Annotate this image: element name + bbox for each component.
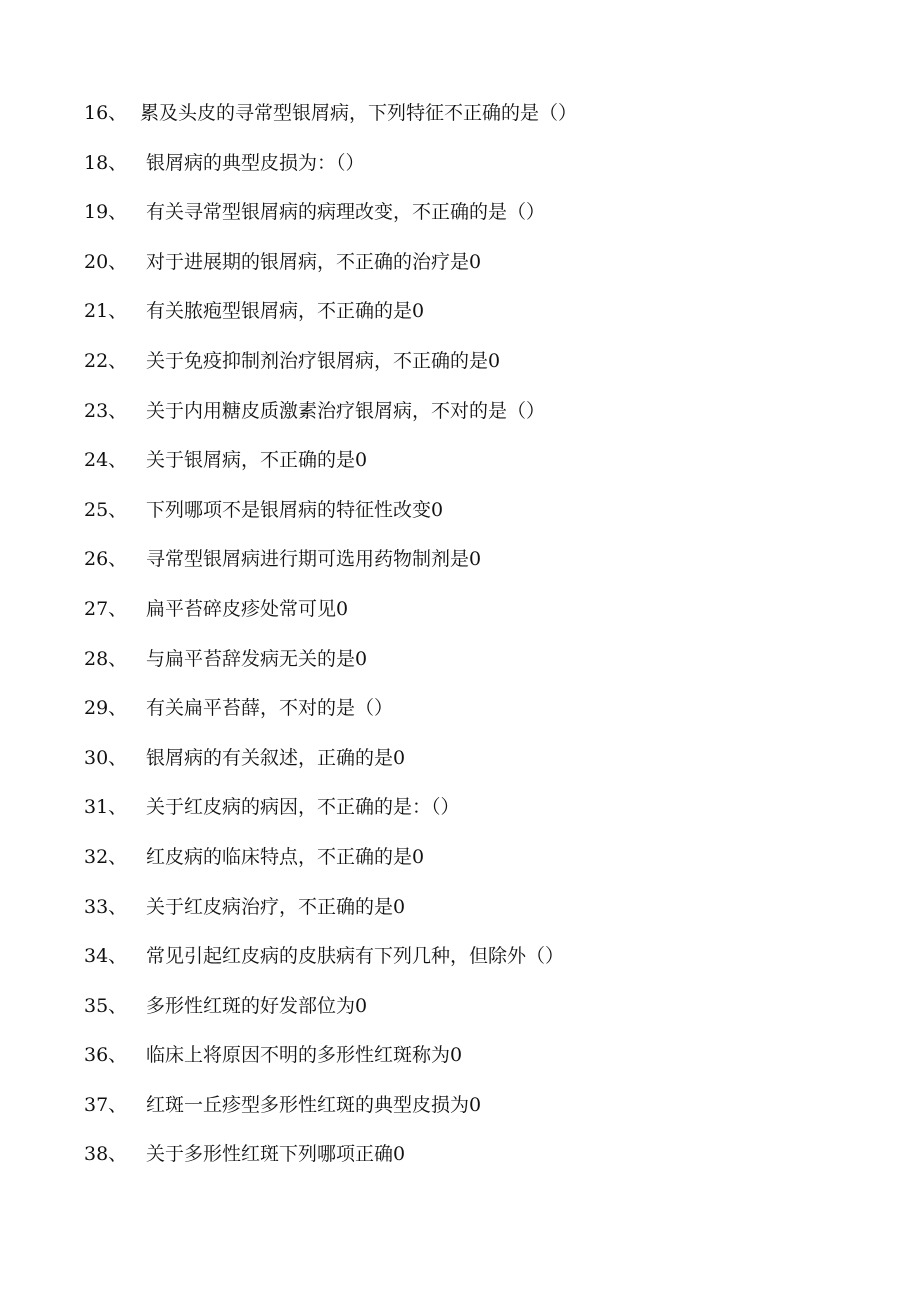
question-number: 37、 — [84, 1093, 128, 1116]
question-item — [84, 542, 884, 592]
question-item — [84, 96, 884, 146]
question-item — [84, 840, 884, 890]
question-number: 34、 — [84, 945, 128, 968]
question-list — [84, 96, 884, 1187]
question-text: 累及头皮的寻常型银屑病，下列特征不正确的是（） — [140, 102, 578, 124]
question-item — [84, 642, 884, 692]
question-text: 扁平苔碎皮疹处常可见0 — [146, 597, 349, 620]
question-text: 关于红皮病治疗，不正确的是0 — [146, 895, 406, 918]
question-number: 24、 — [84, 449, 128, 472]
question-number: 26、 — [84, 548, 128, 571]
question-number: 19、 — [84, 201, 128, 224]
question-number: 23、 — [84, 399, 128, 422]
question-number: 30、 — [84, 746, 128, 769]
question-number: 33、 — [84, 895, 128, 918]
question-text: 有关寻常型银屑病的病理改变，不正确的是（） — [146, 201, 546, 224]
question-item — [84, 1038, 884, 1088]
question-text: 关于免疫抑制剂治疗银屑病，不正确的是0 — [146, 349, 501, 372]
question-item — [84, 195, 884, 245]
question-text: 对于进展期的银屑病，不正确的治疗是0 — [146, 250, 482, 273]
question-text: 关于内用糖皮质激素治疗银屑病，不对的是（） — [146, 399, 546, 422]
question-item — [84, 1088, 884, 1138]
question-item — [84, 493, 884, 543]
question-item — [84, 790, 884, 840]
question-text: 银屑病的有关叙述，正确的是0 — [146, 746, 406, 769]
question-number: 22、 — [84, 349, 128, 372]
question-item — [84, 741, 884, 791]
question-text: 有关扁平苔薛，不对的是（） — [146, 697, 394, 720]
question-number: 32、 — [84, 845, 128, 868]
question-text: 常见引起红皮病的皮肤病有下列几种，但除外（） — [146, 945, 565, 968]
question-item — [84, 691, 884, 741]
question-text: 有关脓疱型银屑病，不正确的是0 — [146, 300, 425, 323]
question-text: 寻常型银屑病进行期可选用药物制剂是0 — [146, 548, 482, 571]
question-text: 银屑病的典型皮损为：（） — [146, 151, 365, 174]
question-number: 20、 — [84, 250, 128, 273]
question-number: 25、 — [84, 498, 128, 521]
question-text: 关于多形性红斑下列哪项正确0 — [146, 1143, 406, 1166]
question-item — [84, 989, 884, 1039]
question-number: 35、 — [84, 994, 128, 1017]
question-number: 18、 — [84, 151, 128, 174]
question-number: 36、 — [84, 1044, 128, 1067]
question-item — [84, 245, 884, 295]
question-item — [84, 890, 884, 940]
question-item — [84, 443, 884, 493]
question-item — [84, 1137, 884, 1187]
question-text: 与扁平苔辞发病无关的是0 — [146, 647, 368, 670]
question-item — [84, 344, 884, 394]
question-text: 下列哪项不是银屑病的特征性改变0 — [146, 498, 444, 521]
question-text: 红斑一丘疹型多形性红斑的典型皮损为0 — [146, 1093, 482, 1116]
question-text: 多形性红斑的好发部位为0 — [146, 994, 368, 1017]
question-item — [84, 592, 884, 642]
question-number: 29、 — [84, 697, 128, 720]
question-number: 38、 — [84, 1143, 128, 1166]
question-number: 21、 — [84, 300, 128, 323]
question-number: 27、 — [84, 597, 128, 620]
question-item — [84, 294, 884, 344]
question-number: 16、 — [84, 102, 128, 124]
question-number: 28、 — [84, 647, 128, 670]
question-text: 关于红皮病的病因，不正确的是：（） — [146, 796, 460, 819]
question-text: 临床上将原因不明的多形性红斑称为0 — [146, 1044, 463, 1067]
question-item — [84, 394, 884, 444]
question-number: 31、 — [84, 796, 128, 819]
question-text: 关于银屑病，不正确的是0 — [146, 449, 368, 472]
question-item — [84, 939, 884, 989]
question-text: 红皮病的临床特点，不正确的是0 — [146, 845, 425, 868]
question-item — [84, 146, 884, 196]
